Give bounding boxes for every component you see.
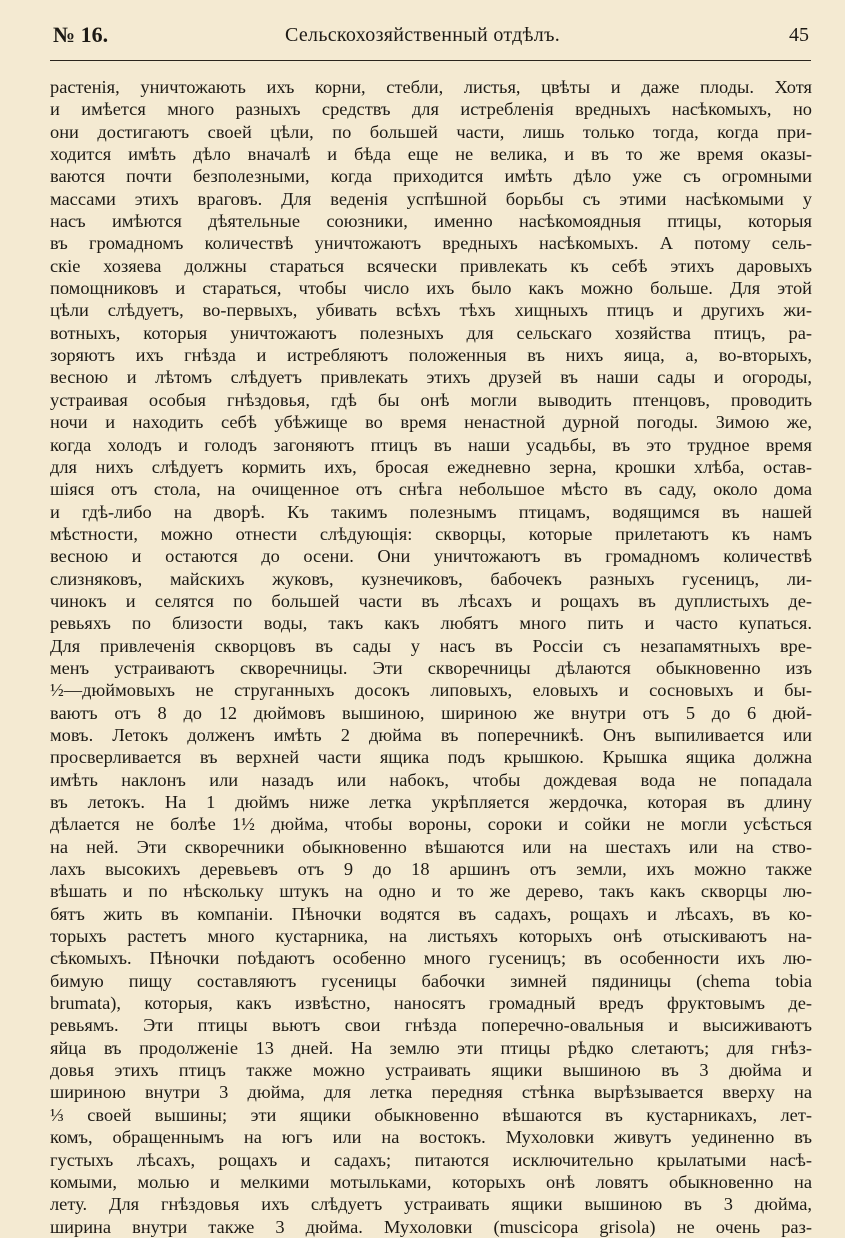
text-line: слизняковъ, майскихъ жуковъ, кузнечиковъ, бабочекъ разныхъ гусеницъ, ли- bbox=[50, 568, 812, 589]
text-line: вотныхъ, которыя уничтожаютъ полезныхъ для сельскаго хозяйства птицъ, ра- bbox=[50, 322, 812, 343]
text-line: ⅓ своей вышины; эти ящики обыкновенно вѣшаются въ кустарникахъ, лет- bbox=[50, 1104, 812, 1125]
text-line: ½—дюймовыхъ не струганныхъ досокъ липовыхъ, еловыхъ и сосновыхъ и бы- bbox=[50, 680, 812, 701]
text-line: мѣстности, можно отнести слѣдующія: скворцы, которые прилетаютъ къ намъ bbox=[50, 523, 812, 544]
text-line: шириною внутри 3 дюйма, для летка передняя стѣнка вырѣзывается вверху на bbox=[50, 1082, 812, 1103]
text-line: и имѣется много разныхъ средствъ для истребленія вредныхъ насѣкомыхъ, но bbox=[50, 99, 812, 120]
text-line: чинокъ и селятся по большей части въ лѣсахъ и рощахъ въ дуплистыхъ де- bbox=[50, 590, 812, 611]
text-line: весною и остаются до осени. Они уничтожаютъ въ громадномъ количествѣ bbox=[50, 546, 812, 567]
text-line: густыхъ лѣсахъ, рощахъ и садахъ; питаются исключительно крылатыми насѣ- bbox=[50, 1149, 812, 1170]
text-line: весною и лѣтомъ слѣдуетъ привлекать этихъ друзей въ наши сады и огороды, bbox=[50, 367, 812, 388]
text-line: помощниковъ и стараться, чтобы число ихъ было какъ можно больше. Для этой bbox=[50, 278, 812, 299]
text-line: устраивая особыя гнѣздовья, гдѣ бы онѣ могли выводить птенцовъ, проводить bbox=[50, 389, 812, 410]
text-line: ваютъ отъ 8 до 12 дюймовъ вышиною, шириною же внутри отъ 5 до 6 дюй- bbox=[50, 702, 812, 723]
text-line: бимую пищу составляютъ гусеницы бабочки зимней пядиницы (chema tobia bbox=[50, 970, 812, 991]
text-line: зоряютъ ихъ гнѣзда и истребляютъ положенныя въ нихъ яица, а, во-вторыхъ, bbox=[50, 345, 812, 366]
text-line: просверливается въ верхней части ящика подъ крышкою. Крышка ящика должна bbox=[50, 747, 812, 768]
text-line: на ней. Эти скворечники обыкновенно вѣшаются или на шестахъ или на ство- bbox=[50, 836, 812, 857]
text-line: когда холодъ и голодъ загоняютъ птицъ въ наши усадьбы, въ это трудное время bbox=[50, 434, 812, 455]
text-line: сѣкомыхъ. Пѣночки поѣдаютъ особенно много гусеницъ; въ особенности ихъ лю- bbox=[50, 948, 812, 969]
text-line: комыми, молью и мелкими мотыльками, которыхъ онѣ ловятъ обыкновенно на bbox=[50, 1171, 812, 1192]
text-line: ревьямъ. Эти птицы вьютъ свои гнѣзда поперечно-овальныя и высиживаютъ bbox=[50, 1015, 812, 1036]
issue-number: № 16. bbox=[53, 22, 109, 47]
text-line: мовъ. Летокъ долженъ имѣть 2 дюйма въ поперечникѣ. Онъ выпиливается или bbox=[50, 724, 812, 745]
text-line: лахъ высокихъ деревьевъ отъ 9 до 18 аршинъ отъ земли, ихъ можно также bbox=[50, 859, 812, 880]
page-number: 45 bbox=[789, 24, 809, 46]
text-line: brumata), которыя, какъ извѣстно, наносятъ громадный вредъ фруктовымъ де- bbox=[50, 993, 812, 1014]
text-line: они достигаютъ своей цѣли, по большей части, лишь только тогда, когда при- bbox=[50, 121, 812, 142]
page-header bbox=[0, 18, 845, 54]
text-line: яйца въ продолженіе 13 дней. На землю эти птицы рѣдко слетаютъ; для гнѣз- bbox=[50, 1037, 812, 1058]
text-line: шіяся отъ стола, на очищенное отъ снѣга небольшое мѣсто въ саду, около дома bbox=[50, 479, 812, 500]
text-line: ходится имѣть дѣло вначалѣ и бѣда еще не велика, и въ то же время оказы- bbox=[50, 144, 812, 165]
text-line: и гдѣ-либо на дворѣ. Къ такимъ полезнымъ птицамъ, водящимся въ нашей bbox=[50, 501, 812, 522]
text-line: растенія, уничтожають ихъ корни, стебли, листья, цвѣты и даже плоды. Хотя bbox=[50, 77, 812, 97]
header-rule bbox=[50, 60, 811, 61]
text-line: ночи и находить себѣ убѣжище во время ненастной дурной погоды. Зимою же, bbox=[50, 412, 812, 433]
text-line: имѣть наклонъ или назадъ или набокъ, чтобы дождевая вода не попадала bbox=[50, 769, 812, 790]
text-line: ваются почти безполезными, когда приходится имѣть дѣло уже съ огромными bbox=[50, 166, 812, 187]
text-line: цѣли слѣдуетъ, во-первыхъ, убивать всѣхъ тѣхъ хищныхъ птицъ и другихъ жи- bbox=[50, 300, 812, 321]
text-line: комъ, обращеннымъ на югъ или на востокъ. Мухоловки живутъ уединенно въ bbox=[50, 1127, 812, 1148]
text-line: для нихъ слѣдуетъ кормить ихъ, бросая ежедневно зерна, крошки хлѣба, остав- bbox=[50, 456, 812, 477]
text-line: скіе хозяева должны стараться всячески привлекать къ себѣ этихъ даровыхъ bbox=[50, 255, 812, 276]
text-line: вѣшать и по нѣскольку штукъ на одно и то же дерево, такъ какъ скворцы лю- bbox=[50, 881, 812, 902]
section-title: Сельскохозяйственный отдѣлъ. bbox=[284, 24, 561, 46]
text-line: въ громадномъ количествѣ уничтожаютъ вредныхъ насѣкомыхъ. А потому сель- bbox=[50, 233, 812, 254]
text-line: менъ устраиваютъ скворечницы. Эти скворечницы дѣлаются обыкновенно изъ bbox=[50, 657, 812, 678]
article-body bbox=[50, 76, 812, 1238]
text-line: въ летокъ. На 1 дюймъ ниже летка укрѣпляется жердочка, которая въ длину bbox=[50, 792, 812, 812]
text-line: торыхъ растетъ много кустарника, на листьяхъ которыхъ онѣ отыскиваютъ на- bbox=[50, 926, 812, 947]
text-line: массами этихъ враговъ. Для веденія успѣшной борьбы съ этими насѣкомыми у bbox=[50, 188, 812, 209]
text-line: ревьяхъ по близости воды, такъ какъ любятъ много пить и часто купаться. bbox=[50, 613, 812, 634]
text-line: Для привлеченія скворцовъ въ сады у насъ въ Россіи съ незапамятныхъ вре- bbox=[50, 635, 812, 656]
text-line: бятъ жить въ компаніи. Пѣночки водятся въ садахъ, рощахъ и лѣсахъ, въ ко- bbox=[50, 903, 812, 924]
text-line: довья этихъ птицъ также можно устраивать ящики вышиною въ 3 дюйма и bbox=[50, 1060, 812, 1081]
text-line: дѣлается не болѣе 1½ дюйма, чтобы вороны, сороки и сойки не могли усѣсться bbox=[50, 814, 812, 835]
text-line: ширина внутри также 3 дюйма. Мухоловки (muscicopa grisola) не очень раз- bbox=[50, 1216, 812, 1237]
text-line: насъ имѣются дѣятельные союзники, именно насѣкомоядныя птицы, которыя bbox=[50, 211, 812, 232]
text-line: лету. Для гнѣздовья ихъ слѣдуетъ устраивать ящики вышиною въ 3 дюйма, bbox=[50, 1194, 812, 1215]
